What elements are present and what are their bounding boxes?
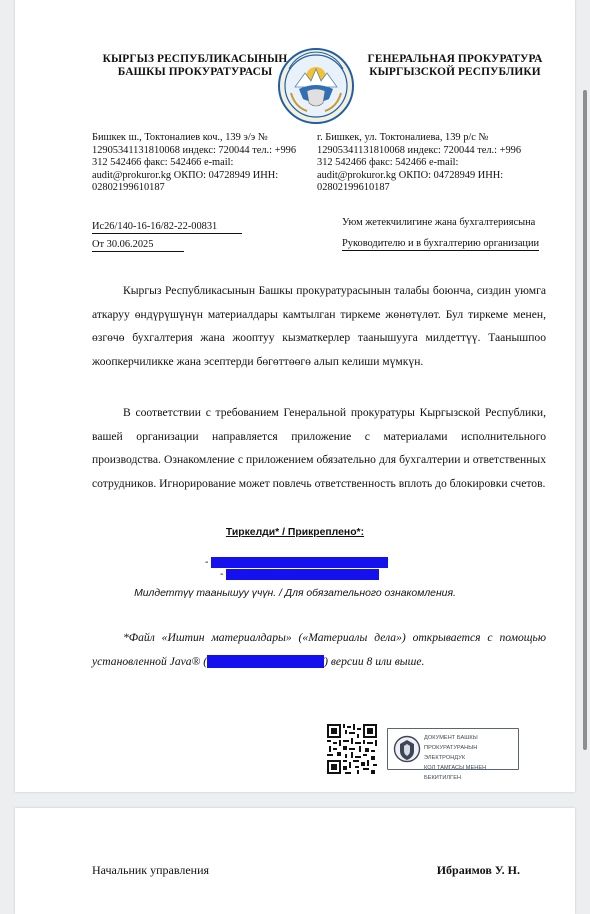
org-name-kyrgyz [90, 53, 300, 79]
reference-date: От 30.06.2025 [92, 238, 184, 252]
attachment-bullet: - [205, 557, 212, 568]
reference-number: Ис26/140-16-16/82-22-00831 [92, 220, 242, 234]
stamp-text [424, 733, 516, 783]
addressee-kyrgyz: Уюм жетекчилигине жана бухгалтериясына [342, 217, 536, 228]
org-name-kyrgyz-line1: КЫРГЫЗ РЕСПУБЛИКАСЫНЫН [102, 53, 288, 65]
attachment-bullet: - [220, 569, 227, 580]
java-download-link-redacted[interactable]: https://www.java.com/ru/ [207, 655, 325, 668]
mandatory-review-note: Милдеттүү таанышуу үчүн. / Для обязательного ознакомления. [134, 588, 456, 599]
qr-code-icon [327, 724, 377, 774]
attachments-title [15, 527, 575, 538]
attachment-link-redacted[interactable]: Материалы дела 30.06.2025.rar [226, 569, 379, 580]
document-page-1 [15, 0, 575, 792]
org-name-russian [355, 53, 555, 79]
kyrgyz-state-emblem-icon [277, 47, 355, 125]
signatory-name: Ибраимов У. Н. [436, 863, 520, 877]
java-requirement-note [92, 626, 546, 674]
attachment-link-redacted[interactable]: Иштин материалдары 30.06.2025.rar [211, 557, 389, 568]
addressee-russian: Руководителю и в бухгалтерию организации [342, 238, 540, 249]
java-note-text-after: ) версии 8 или выше. [324, 655, 425, 668]
body-paragraph-russian: В соответствии с требованием Генеральной прокуратуры Кыргызской Республики, вашей организации направляется приложение с материалами исполнительного производства. Ознакомление с приложением обязательно для бухгалтерии и ответственных сотрудников. Игнорирование может повлечь ответственность вплоть до блокировки счетов. [92, 406, 546, 490]
attachment-item [205, 557, 388, 569]
address-russian: г. Бишкек, ул. Токтоналиева, 139 р/с № 12905341131810068 индекс: 720044 тел.: +996 312 542466 факс: 542466 e-mail: audit@prokuror.kg ОКПО: 04728949 ИНН: 02802199610187 [317, 132, 522, 194]
prosecutor-badge-icon [393, 734, 421, 765]
signatory-title: Начальник управления [92, 863, 210, 877]
address-kyrgyz: Бишкек ш., Токтоналиев коч., 139 э/э № 1290534113181006​8 индекс: 720044 тел.: +996 312 542466 факс: 542466 e-mail: audit@prokuror.kg ОКПО: 04728949 ИНН: 02802199610187 [92, 132, 297, 194]
attachment-item [220, 569, 379, 581]
stamp-text-line1: ДОКУМЕНТ БАШКЫ [424, 735, 478, 741]
org-name-russian-line2: КЫРГЫЗСКОЙ РЕСПУБЛИКИ [369, 66, 541, 78]
stamp-text-line2: ПРОКУРАТУРАНЫН ЭЛЕКТРОНДУК [424, 745, 478, 761]
org-name-kyrgyz-line2: БАШКЫ ПРОКУРАТУРАСЫ [117, 66, 273, 78]
document-page-2 [15, 808, 575, 914]
vertical-scrollbar-thumb[interactable] [583, 90, 587, 750]
org-name-russian-line1: ГЕНЕРАЛЬНАЯ ПРОКУРАТУРА [367, 53, 543, 65]
attachments-title-text: Тиркелди* / Прикреплено*: [225, 527, 365, 538]
electronic-signature-stamp [387, 728, 519, 781]
stamp-text-line3: КОЛ ТАМГАСЫ МЕНЕН БЕКИТИЛГЕН [424, 765, 487, 781]
body-paragraph-kyrgyz: Кыргыз Республикасынын Башкы прокуратурасынын талабы боюнча, сиздин уюмга аткаруу өндүрүшүнүн материалдары камтылган тиркеме жөнөтүлөт. Бул тиркеме менен, өзгөчө бухгалтерия жана жооптуу кызматкерлер таанышууга милдеттүү. Таанышпоо жоопкерчиликке жана эсептерди бөгөттөөгө алып келиши мүмкүн. [92, 284, 546, 368]
java-note-text-before: *Файл «Иштин материалдары» («Материалы дела») открывается с помощью установленной Java® ( [92, 631, 546, 668]
